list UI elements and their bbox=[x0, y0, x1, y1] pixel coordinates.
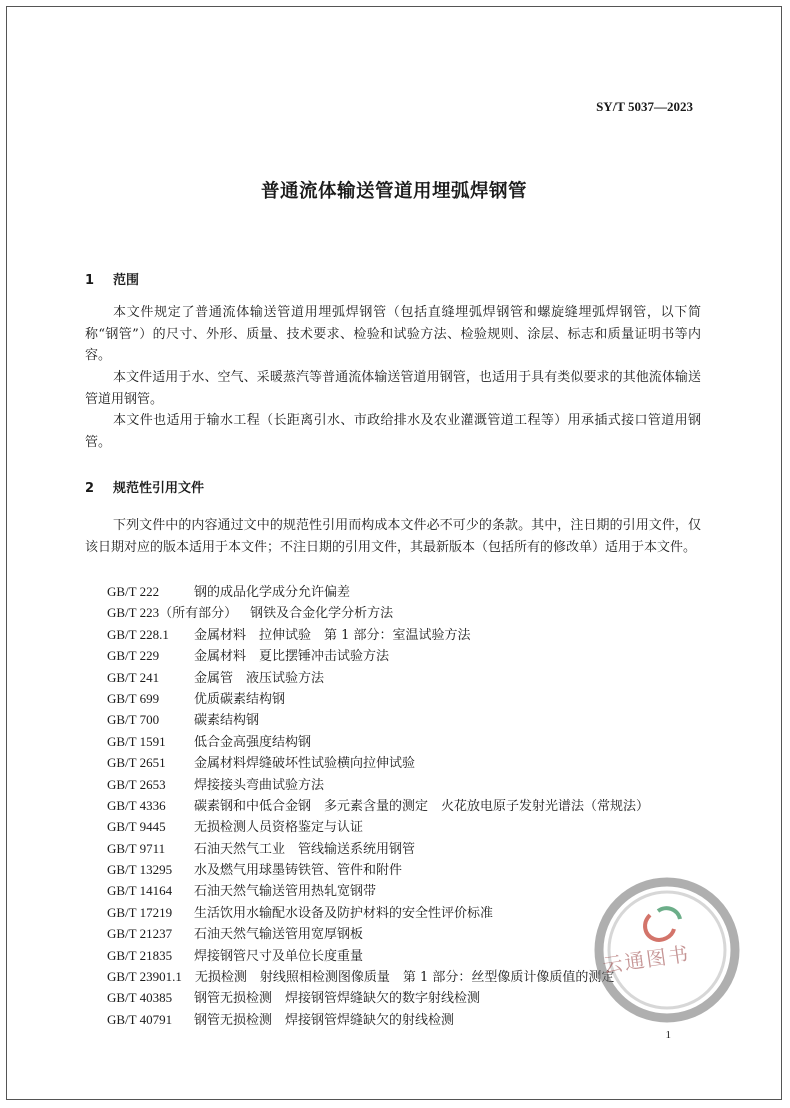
reference-item bbox=[107, 795, 649, 816]
reference-title: 金属材料 拉伸试验 第 1 部分：室温试验方法 bbox=[194, 627, 471, 643]
reference-code: GB/T 222 bbox=[107, 584, 160, 599]
reference-code: GB/T 241 bbox=[107, 669, 160, 685]
scope-paragraph-1: 本文件规定了普通流体输送管道用埋弧焊钢管（包括直缝埋弧焊钢管和螺旋缝埋弧焊钢管，以下简称“钢管”）的尺寸、外形、质量、技术要求、检验和试验方法、检验规则、涂层、标志和质量证明书等内容。 bbox=[85, 305, 701, 363]
reference-code: GB/T 2653 bbox=[107, 776, 166, 792]
reference-title: 水及燃气用球墨铸铁管、管件和附件 bbox=[194, 863, 403, 879]
reference-item bbox=[107, 581, 649, 602]
page-number: 1 bbox=[665, 1029, 671, 1041]
section-2-heading bbox=[85, 477, 204, 496]
reference-title: 优质碳素结构钢 bbox=[194, 691, 286, 707]
reference-item bbox=[107, 624, 649, 645]
reference-item bbox=[107, 816, 649, 837]
reference-code: GB/T 21835 bbox=[107, 947, 173, 963]
reference-item bbox=[107, 602, 649, 623]
reference-title: 钢铁及合金化学分析方法 bbox=[250, 606, 394, 622]
reference-title: 金属材料 夏比摆锤冲击试验方法 bbox=[194, 649, 390, 665]
reference-item bbox=[107, 645, 649, 666]
reference-title: 碳素结构钢 bbox=[194, 713, 260, 729]
reference-code: GB/T 700 bbox=[107, 712, 160, 728]
reference-item bbox=[107, 1009, 649, 1030]
reference-item bbox=[107, 774, 649, 795]
section-2-number: 2 bbox=[85, 481, 95, 496]
reference-item bbox=[107, 966, 649, 987]
reference-item bbox=[107, 752, 649, 773]
references-intro: 下列文件中的内容通过文中的规范性引用而构成本文件必不可少的条款。其中，注日期的引用文件，仅该日期对应的版本适用于本文件；不注日期的引用文件，其最新版本（包括所有的修改单）适用于本文件。 bbox=[85, 518, 701, 555]
reference-item bbox=[107, 859, 649, 880]
section-2-title: 规范性引用文件 bbox=[113, 481, 205, 496]
reference-item bbox=[107, 880, 649, 901]
reference-title: 焊接接头弯曲试验方法 bbox=[194, 777, 325, 793]
reference-title: 石油天然气输送管用热轧宽钢带 bbox=[194, 884, 377, 900]
reference-item bbox=[107, 902, 649, 923]
reference-title: 无损检测人员资格鉴定与认证 bbox=[194, 820, 364, 836]
reference-code: GB/T 23901.1 bbox=[107, 969, 182, 985]
scope-paragraph-2: 本文件适用于水、空气、采暖蒸汽等普通流体输送管道用钢管，也适用于具有类似要求的其他流体输送管道用钢管。 bbox=[85, 370, 701, 407]
reference-title: 生活饮用水输配水设备及防护材料的安全性评价标准 bbox=[194, 905, 494, 921]
reference-item bbox=[107, 838, 649, 859]
reference-title: 钢管无损检测 焊接钢管焊缝缺欠的射线检测 bbox=[194, 1012, 455, 1028]
reference-code: GB/T 40385 bbox=[107, 990, 173, 1006]
reference-code: GB/T 699 bbox=[107, 690, 160, 706]
reference-code: GB/T 9445 bbox=[107, 819, 166, 835]
reference-code: GB/T 17219 bbox=[107, 904, 173, 920]
scope-paragraph-3: 本文件也适用于输水工程（长距离引水、市政给排水及农业灌溉管道工程等）用承插式接口管道用钢管。 bbox=[85, 413, 701, 450]
document-title: 普通流体输送管道用埋弧焊钢管 bbox=[260, 181, 527, 202]
reference-title: 钢管无损检测 焊接钢管焊缝缺欠的数字射线检测 bbox=[194, 991, 481, 1007]
document-page bbox=[6, 6, 782, 1100]
reference-item bbox=[107, 688, 649, 709]
reference-code: GB/T 223（所有部分） bbox=[107, 605, 238, 621]
reference-code: GB/T 4336 bbox=[107, 797, 166, 813]
watermark-text: 云通图书 bbox=[601, 941, 692, 978]
reference-title: 石油天然气工业 管线输送系统用钢管 bbox=[194, 841, 416, 857]
reference-title: 低合金高强度结构钢 bbox=[194, 734, 312, 750]
reference-title: 无损检测 射线照相检测图像质量 第 1 部分：丝型像质计像质值的测定 bbox=[194, 970, 615, 986]
reference-code: GB/T 21237 bbox=[107, 926, 173, 942]
section-1-heading bbox=[85, 269, 139, 288]
reference-code: GB/T 14164 bbox=[107, 883, 173, 899]
reference-title: 钢的成品化学成分允许偏差 bbox=[194, 585, 351, 600]
reference-item bbox=[107, 945, 649, 966]
reference-title: 金属管 液压试验方法 bbox=[194, 670, 325, 686]
reference-title: 碳素钢和中低合金钢 多元素含量的测定 火花放电原子发射光谱法（常规法） bbox=[194, 798, 650, 814]
reference-title: 石油天然气输送管用宽厚钢板 bbox=[194, 927, 364, 943]
reference-code: GB/T 1591 bbox=[107, 733, 166, 749]
reference-code: GB/T 228.1 bbox=[107, 626, 169, 642]
reference-code: GB/T 229 bbox=[107, 648, 160, 664]
reference-item bbox=[107, 731, 649, 752]
standard-code: SY/T 5037—2023 bbox=[596, 99, 693, 114]
reference-list bbox=[107, 581, 649, 1030]
section-1-title: 范围 bbox=[113, 273, 140, 288]
reference-code: GB/T 9711 bbox=[107, 840, 166, 856]
reference-code: GB/T 2651 bbox=[107, 755, 166, 771]
reference-code: GB/T 13295 bbox=[107, 862, 173, 878]
reference-title: 焊接钢管尺寸及单位长度重量 bbox=[194, 948, 364, 964]
reference-code: GB/T 40791 bbox=[107, 1011, 173, 1027]
section-1-number: 1 bbox=[85, 273, 95, 288]
reference-item bbox=[107, 709, 649, 730]
reference-title: 金属材料焊缝破坏性试验横向拉伸试验 bbox=[194, 756, 416, 772]
reference-item bbox=[107, 923, 649, 944]
reference-item bbox=[107, 667, 649, 688]
reference-item bbox=[107, 987, 649, 1008]
